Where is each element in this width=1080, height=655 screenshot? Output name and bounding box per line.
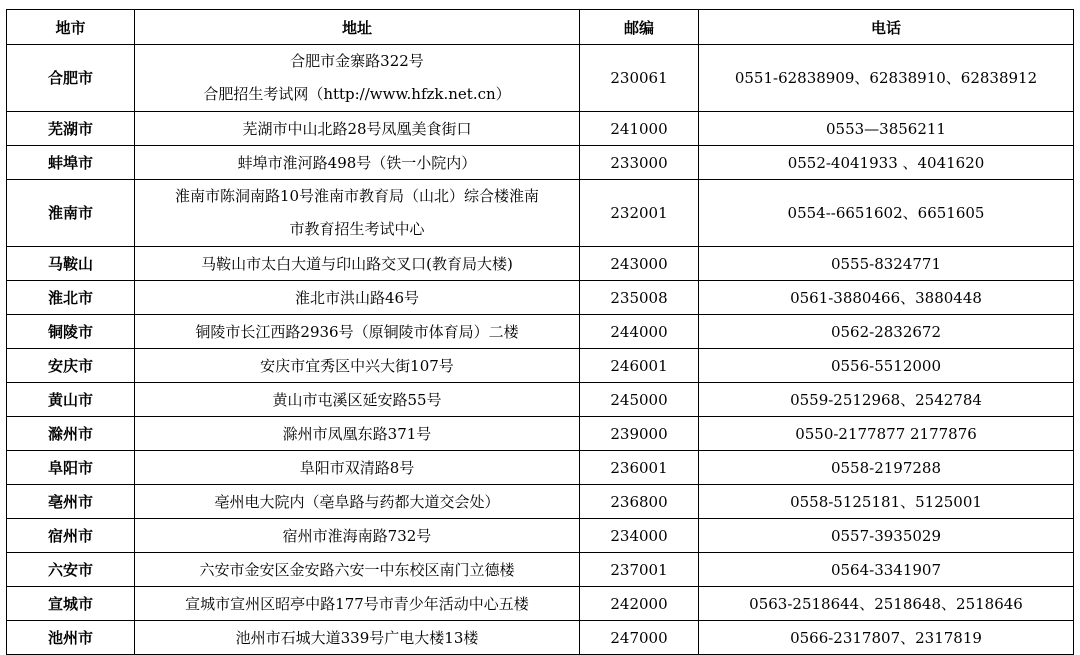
address-line: 池州市石城大道339号广电大楼13楼 — [235, 629, 479, 647]
postcode-cell: 242000 — [580, 587, 699, 621]
address-line: 亳州电大院内（亳阜路与药都大道交会处） — [214, 493, 500, 511]
phone-cell: 0558-5125181、5125001 — [699, 485, 1074, 519]
address-line: 滁州市凤凰东路371号 — [282, 425, 432, 443]
postcode-cell: 233000 — [580, 146, 699, 180]
postcode-cell: 244000 — [580, 315, 699, 349]
table-row — [7, 349, 1074, 383]
phone-cell: 0563-2518644、2518648、2518646 — [699, 587, 1074, 621]
city-cell: 宣城市 — [7, 587, 135, 621]
phone-cell: 0552-4041933 、4041620 — [699, 146, 1074, 180]
phone-cell: 0566-2317807、2317819 — [699, 621, 1074, 655]
address-line: 六安市金安区金安路六安一中东校区南门立德楼 — [199, 561, 515, 579]
phone-cell: 0559-2512968、2542784 — [699, 383, 1074, 417]
header-postcode: 邮编 — [580, 10, 699, 45]
city-cell: 滁州市 — [7, 417, 135, 451]
table-row — [7, 621, 1074, 655]
city-cell: 芜湖市 — [7, 112, 135, 146]
city-cell: 蚌埠市 — [7, 146, 135, 180]
postcode-cell: 241000 — [580, 112, 699, 146]
city-cell: 亳州市 — [7, 485, 135, 519]
address-cell — [135, 383, 580, 417]
phone-cell: 0551-62838909、62838910、62838912 — [699, 45, 1074, 112]
address-cell — [135, 146, 580, 180]
address-cell — [135, 349, 580, 383]
address-cell — [135, 45, 580, 112]
city-cell: 宿州市 — [7, 519, 135, 553]
phone-cell: 0564-3341907 — [699, 553, 1074, 587]
address-line: 蚌埠市淮河路498号（铁一小院内） — [237, 154, 477, 172]
city-cell: 马鞍山 — [7, 247, 135, 281]
address-line: 安庆市宜秀区中兴大街107号 — [260, 357, 454, 375]
address-line: 黄山市屯溪区延安路55号 — [272, 391, 442, 409]
table-row — [7, 247, 1074, 281]
header-city: 地市 — [7, 10, 135, 45]
phone-cell: 0550-2177877 2177876 — [699, 417, 1074, 451]
table-row — [7, 519, 1074, 553]
address-cell — [135, 451, 580, 485]
address-cell — [135, 247, 580, 281]
table-row — [7, 587, 1074, 621]
postcode-cell: 245000 — [580, 383, 699, 417]
postcode-cell: 232001 — [580, 180, 699, 247]
contact-table — [6, 9, 1074, 655]
table-row — [7, 112, 1074, 146]
postcode-cell: 239000 — [580, 417, 699, 451]
header-phone: 电话 — [699, 10, 1074, 45]
phone-cell: 0561-3880466、3880448 — [699, 281, 1074, 315]
phone-cell: 0553—3856211 — [699, 112, 1074, 146]
table-row — [7, 553, 1074, 587]
address-line: 宿州市淮海南路732号 — [282, 527, 432, 545]
city-cell: 铜陵市 — [7, 315, 135, 349]
header-address: 地址 — [135, 10, 580, 45]
address-line: 淮南市陈洞南路10号淮南市教育局（山北）综合楼淮南 — [174, 187, 540, 205]
postcode-cell: 236001 — [580, 451, 699, 485]
address-line: 宣城市宣州区昭亭中路177号市青少年活动中心五楼 — [185, 595, 529, 613]
address-cell — [135, 587, 580, 621]
postcode-cell: 246001 — [580, 349, 699, 383]
city-cell: 淮北市 — [7, 281, 135, 315]
address-cell — [135, 281, 580, 315]
city-cell: 六安市 — [7, 553, 135, 587]
city-cell: 淮南市 — [7, 180, 135, 247]
postcode-cell: 247000 — [580, 621, 699, 655]
table-row — [7, 417, 1074, 451]
postcode-cell: 230061 — [580, 45, 699, 112]
address-cell — [135, 417, 580, 451]
city-cell: 阜阳市 — [7, 451, 135, 485]
table-row — [7, 146, 1074, 180]
address-cell — [135, 180, 580, 247]
phone-cell: 0557-3935029 — [699, 519, 1074, 553]
address-cell — [135, 485, 580, 519]
city-cell: 合肥市 — [7, 45, 135, 112]
postcode-cell: 235008 — [580, 281, 699, 315]
phone-cell: 0558-2197288 — [699, 451, 1074, 485]
phone-cell: 0562-2832672 — [699, 315, 1074, 349]
postcode-cell: 237001 — [580, 553, 699, 587]
table-body — [7, 45, 1074, 655]
table-row — [7, 315, 1074, 349]
address-cell — [135, 315, 580, 349]
city-cell: 安庆市 — [7, 349, 135, 383]
address-line: 市教育招生考试中心 — [289, 220, 425, 238]
phone-cell: 0556-5512000 — [699, 349, 1074, 383]
address-line: 合肥市金寨路322号 — [290, 52, 424, 70]
table-row — [7, 180, 1074, 247]
address-line: 淮北市洪山路46号 — [294, 289, 420, 307]
address-cell — [135, 553, 580, 587]
postcode-cell: 243000 — [580, 247, 699, 281]
table-row — [7, 451, 1074, 485]
city-cell: 黄山市 — [7, 383, 135, 417]
phone-cell: 0554--6651602、6651605 — [699, 180, 1074, 247]
address-line: 合肥招生考试网（http://www.hfzk.net.cn） — [203, 85, 511, 103]
phone-cell: 0555-8324771 — [699, 247, 1074, 281]
header-row — [7, 10, 1074, 45]
city-cell: 池州市 — [7, 621, 135, 655]
postcode-cell: 236800 — [580, 485, 699, 519]
table-row — [7, 45, 1074, 112]
table-row — [7, 281, 1074, 315]
postcode-cell: 234000 — [580, 519, 699, 553]
address-line: 阜阳市双清路8号 — [299, 459, 415, 477]
address-cell — [135, 519, 580, 553]
address-line: 芜湖市中山北路28号凤凰美食街口 — [242, 120, 472, 138]
table-row — [7, 383, 1074, 417]
address-line: 铜陵市长江西路2936号（原铜陵市体育局）二楼 — [195, 323, 519, 341]
address-cell — [135, 621, 580, 655]
table-row — [7, 485, 1074, 519]
address-line: 马鞍山市太白大道与印山路交叉口(教育局大楼) — [201, 255, 513, 273]
address-cell — [135, 112, 580, 146]
